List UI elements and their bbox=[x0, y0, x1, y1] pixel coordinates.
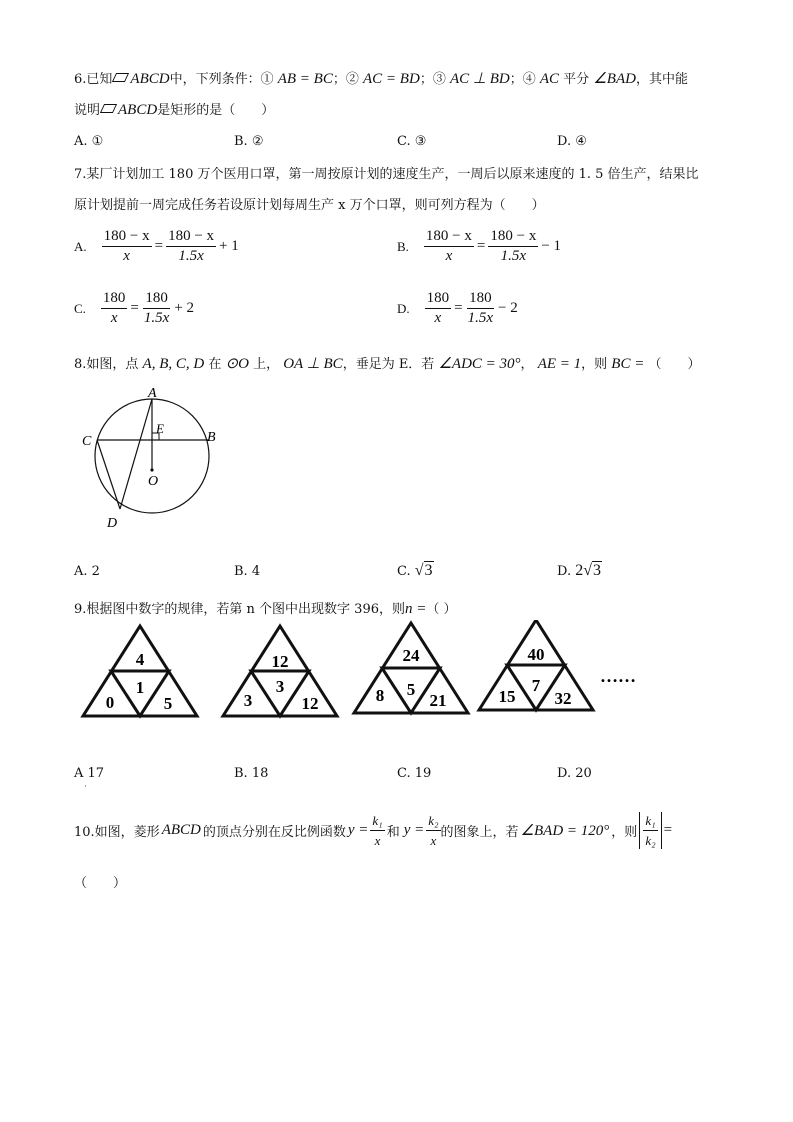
sqrt-icon: √ bbox=[414, 562, 424, 579]
tail: + 2 bbox=[174, 300, 195, 316]
triangle-4-left: 15 bbox=[498, 687, 516, 706]
q8-text: （ ） bbox=[648, 357, 701, 372]
denominator: x bbox=[110, 310, 118, 326]
q9-option-c[interactable]: C. 19 bbox=[397, 766, 432, 781]
q6-abcd: ABCD bbox=[130, 71, 170, 87]
q6-cond1: AB = BC bbox=[277, 71, 333, 87]
label-e: E bbox=[156, 421, 164, 436]
q8-option-a[interactable]: A. 2 bbox=[74, 564, 100, 579]
q6-cond4-text: 平分 bbox=[563, 72, 590, 87]
label-d: D bbox=[107, 516, 118, 531]
q8-bc: BC = bbox=[611, 356, 645, 372]
segment-cd bbox=[97, 440, 120, 509]
denominator: x bbox=[445, 248, 453, 264]
triangle-1-right: 5 bbox=[163, 694, 173, 713]
q8-angle: ∠ADC = 30° bbox=[438, 356, 521, 372]
q10-text: ，则 bbox=[611, 825, 638, 840]
numerator: 180 bbox=[425, 290, 452, 309]
q8-text: 8.如图，点 bbox=[74, 357, 139, 372]
triangle-3-left: 8 bbox=[375, 686, 385, 705]
denominator: x bbox=[374, 833, 381, 848]
q7-option-a[interactable] bbox=[74, 228, 239, 265]
radicand: 3 bbox=[593, 562, 602, 579]
triangle-4-right: 32 bbox=[554, 689, 572, 708]
fraction-k1-k2 bbox=[643, 812, 657, 849]
triangle-1-mid: 1 bbox=[135, 678, 145, 697]
label-b: B bbox=[207, 430, 216, 445]
numerator: 180 bbox=[101, 290, 128, 309]
triangle-2-right: 12 bbox=[301, 694, 319, 713]
triangle-2-left: 3 bbox=[243, 691, 253, 710]
q7-option-b[interactable] bbox=[397, 228, 561, 265]
q8-perp: OA ⊥ BC bbox=[283, 356, 343, 372]
label-o: O bbox=[148, 474, 159, 489]
fraction bbox=[425, 290, 452, 327]
q7-option-c[interactable] bbox=[74, 290, 194, 327]
fraction bbox=[424, 228, 474, 265]
denominator: 1.5x bbox=[143, 310, 170, 326]
q6-sep: ；② bbox=[332, 72, 359, 87]
segment-ad bbox=[120, 399, 152, 509]
fraction-k2-x bbox=[426, 812, 440, 849]
q6-text: 中，下列条件：① bbox=[169, 72, 274, 87]
q8-option-d[interactable] bbox=[557, 562, 602, 580]
q10-y2: y = bbox=[403, 822, 425, 838]
denominator: 1.5x bbox=[467, 310, 494, 326]
numerator: 180 − x bbox=[102, 228, 152, 247]
q8-option-c[interactable] bbox=[397, 562, 434, 580]
option-label: D. bbox=[557, 564, 572, 579]
option-label: C. bbox=[397, 564, 411, 579]
triangle-2-top: 12 bbox=[271, 652, 289, 671]
q6-line2 bbox=[74, 99, 274, 119]
numerator: 180 bbox=[467, 290, 494, 309]
fraction bbox=[166, 228, 216, 265]
fraction bbox=[102, 228, 152, 265]
stray-dot: · bbox=[84, 782, 87, 792]
triangle-4 bbox=[479, 620, 593, 710]
fraction bbox=[466, 290, 495, 327]
q8-circle: ⊙O bbox=[225, 356, 249, 372]
q9-var: n = bbox=[405, 601, 427, 617]
q10-stem bbox=[74, 812, 672, 849]
q6-sep: ；④ bbox=[509, 72, 536, 87]
q8-points: A, B, C, D bbox=[142, 356, 205, 372]
option-label: A. bbox=[74, 238, 87, 254]
option-label: D. bbox=[397, 300, 410, 316]
q10-angle: ∠BAD = 120° bbox=[520, 823, 610, 839]
label-c: C bbox=[82, 434, 92, 449]
q9-stem bbox=[74, 598, 457, 618]
numerator: k₁ bbox=[643, 812, 657, 831]
q6-text: 说明 bbox=[74, 103, 101, 118]
q10-text: 和 bbox=[386, 825, 400, 840]
q6-cond3: AC ⊥ BD bbox=[449, 71, 510, 87]
fraction bbox=[101, 290, 128, 327]
q6-abcd: ABCD bbox=[118, 102, 158, 118]
triangle-3-top: 24 bbox=[402, 646, 420, 665]
q10-text: 10.如图，菱形 bbox=[74, 825, 160, 840]
q6-sep: ；③ bbox=[419, 72, 446, 87]
q8-text: 在 bbox=[208, 357, 222, 372]
q6-number: 6.已知 bbox=[74, 72, 113, 87]
triangle-4-mid: 7 bbox=[531, 676, 541, 695]
numerator: 180 − x bbox=[488, 228, 538, 247]
q10-equals: = bbox=[663, 822, 673, 838]
triangle-1-left: 0 bbox=[105, 693, 115, 712]
tail: + 1 bbox=[219, 238, 239, 254]
coefficient: 2 bbox=[575, 562, 584, 579]
operator: = bbox=[154, 238, 164, 254]
tail: − 1 bbox=[541, 238, 562, 254]
denominator: k₂ bbox=[645, 833, 656, 848]
numerator: 180 − x bbox=[424, 228, 474, 247]
option-label: B. bbox=[397, 238, 409, 254]
q8-text: 上， bbox=[253, 357, 280, 372]
numerator: 180 bbox=[143, 290, 170, 309]
numerator: k₂ bbox=[426, 812, 440, 831]
q6-option-d[interactable]: D. ④ bbox=[557, 134, 587, 149]
q8-stem bbox=[74, 353, 701, 373]
q9-option-a[interactable]: A 17 bbox=[74, 766, 105, 781]
q7-line1: 7.某厂计划加工 180 万个医用口罩，第一周按原计划的速度生产，一周后以原来速度的 1. 5 倍生产，结果比 bbox=[74, 167, 699, 182]
q6-option-a[interactable]: A. ① bbox=[74, 134, 104, 149]
triangle-3-right: 21 bbox=[429, 691, 447, 710]
option-label: C. bbox=[74, 300, 86, 316]
triangle-2-mid: 3 bbox=[275, 677, 285, 696]
q10-y1: y = bbox=[347, 822, 369, 838]
numerator: 180 − x bbox=[166, 228, 216, 247]
q10-line2: （ ） bbox=[74, 876, 127, 891]
sqrt-expression bbox=[415, 561, 434, 579]
triangle-1 bbox=[83, 626, 197, 716]
denominator: x bbox=[434, 310, 442, 326]
q6-cond2: AC = BD bbox=[363, 71, 420, 87]
tail: − 2 bbox=[498, 300, 518, 316]
operator: = bbox=[130, 300, 139, 316]
operator: = bbox=[454, 300, 463, 316]
triangle-3-mid: 5 bbox=[406, 680, 416, 699]
q7-line2: 原计划提前一周完成任务若设原计划每周生产 x 万个口罩，则可列方程为（ ） bbox=[74, 198, 545, 213]
q6-cond4-ac: AC bbox=[539, 71, 560, 87]
q10-text: 的顶点分别在反比例函数 bbox=[202, 825, 346, 840]
q8-text: ，则 bbox=[581, 357, 608, 372]
triangle-1-top: 4 bbox=[135, 650, 145, 669]
fraction-k1-x bbox=[370, 812, 384, 849]
q6-option-b[interactable]: B. ② bbox=[234, 134, 264, 149]
q7-option-d[interactable] bbox=[397, 290, 518, 327]
radicand: 3 bbox=[424, 562, 433, 579]
q6-option-c[interactable]: C. ③ bbox=[397, 134, 427, 149]
sqrt-expression bbox=[575, 561, 602, 579]
triangle-3 bbox=[354, 623, 468, 713]
q9-option-d[interactable]: D. 20 bbox=[557, 766, 592, 781]
denominator: x bbox=[123, 248, 130, 264]
q8-circle-figure bbox=[70, 385, 230, 535]
sqrt-icon: √ bbox=[583, 562, 593, 579]
fraction bbox=[142, 290, 171, 327]
triangle-4-top: 40 bbox=[527, 645, 545, 664]
fraction bbox=[488, 228, 538, 265]
triangle-2 bbox=[223, 626, 337, 716]
q9-tail: （ ） bbox=[426, 602, 457, 617]
q8-ae: AE = 1 bbox=[537, 356, 582, 372]
denominator: x bbox=[430, 833, 437, 848]
q6-tail: ，其中能 bbox=[635, 72, 688, 87]
q9-triangle-figure bbox=[76, 620, 646, 725]
q9-option-b[interactable]: B. 18 bbox=[234, 766, 269, 781]
q8-text: ，垂足为 E．若 bbox=[342, 357, 435, 372]
ellipsis: …… bbox=[600, 666, 636, 686]
denominator: 1.5x bbox=[500, 248, 527, 264]
operator: = bbox=[476, 238, 486, 254]
q6-cond4-angle: ∠BAD bbox=[593, 71, 636, 87]
q6-text: 是矩形的是（ ） bbox=[157, 103, 275, 118]
q10-text: 的图象上，若 bbox=[440, 825, 519, 840]
parallelogram-icon bbox=[100, 104, 117, 113]
q8-text: ， bbox=[520, 357, 534, 372]
denominator: 1.5x bbox=[178, 248, 204, 264]
label-a: A bbox=[148, 386, 157, 401]
q8-option-b[interactable]: B. 4 bbox=[234, 564, 261, 579]
parallelogram-icon bbox=[112, 73, 129, 82]
q9-text: 9.根据图中数字的规律，若第 n 个图中出现数字 396，则 bbox=[74, 602, 405, 617]
numerator: k₁ bbox=[370, 812, 384, 831]
q6-line1 bbox=[74, 68, 688, 88]
abs-value-ratio bbox=[639, 812, 661, 849]
q10-abcd: ABCD bbox=[161, 822, 201, 838]
center-o-dot bbox=[150, 468, 153, 471]
